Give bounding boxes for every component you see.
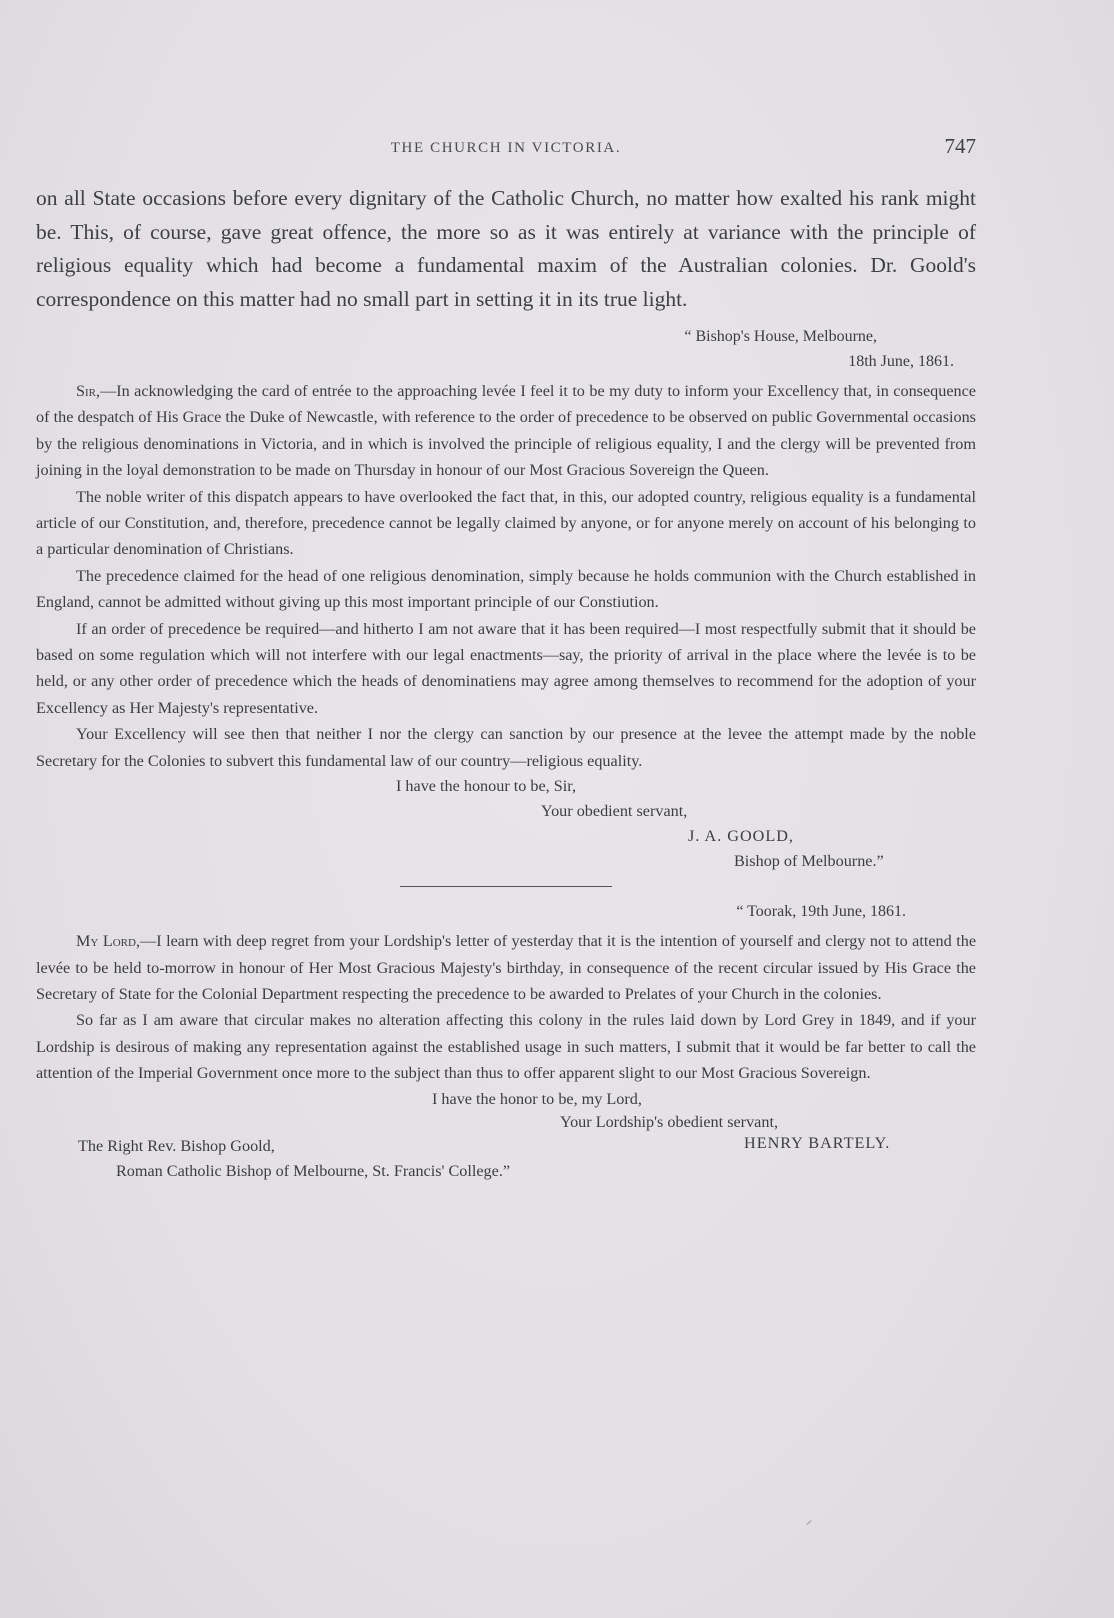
letter1-date: 18th June, 1861. xyxy=(848,353,954,370)
running-head: THE CHURCH IN VICTORIA. xyxy=(390,140,622,156)
letter2-signoff xyxy=(36,1087,976,1187)
letter1-signature: J. A. GOOLD, xyxy=(688,827,794,846)
letter1-paragraph: The precedence claimed for the head of one religious denomination, simply because he holds communion with the Church established in England, cannot be admitted without giving up this most important principle of our Constiution. xyxy=(36,566,976,612)
letter1-paragraph: The noble writer of this dispatch appears to have overlooked the fact that, in this, our adopted country, religious equality is a fundamental article of our Constitution, and, therefore, precedence cannot be legally claimed by anyone, or for anyone merely on account of his belonging to a particular denomination of Christians. xyxy=(36,487,976,559)
letter1-paragraph1-text: —In acknowledging the card of entrée to the approaching levée I feel it to be my duty to inform your Excellency that, in consequence of the despatch of His Grace the Duke of Newcastle, with reference to the order of precedence to be observed on public Governmental occasions by the religious denominations in Victoria, and in which is involved the principle of religious equality, I and the clergy will be prevented from joining in the loyal demonstration to be made on Thursday in honour of our Most Gracious Sovereign the Queen. xyxy=(36,382,976,480)
letter2-addressee1: The Right Rev. Bishop Goold, xyxy=(78,1136,275,1155)
page-content xyxy=(36,182,976,1187)
letter1-paragraph: Your Excellency will see then that neither I nor the clergy can sanction by our presence at the levee the attempt made by the noble Secretary for the Colonies to subvert this fundamental law of our country—religious equality. xyxy=(36,725,976,770)
letter2-paragraph1-text: —I learn with deep regret from your Lordship's letter of yesterday that it is the intention of yourself and clergy not to attend the levée to be held to-morrow in honour of Her Most Gracious Majesty's birthday, in consequence of the recent circular issued by His Grace the Secretary of State for the Colonial Department respecting the precedence to be awarded to Prelates of your Church in the colonies. xyxy=(36,932,976,1003)
letter1-title: Bishop of Melbourne.” xyxy=(734,852,884,871)
letter1-place: “ Bishop's House, Melbourne, xyxy=(684,328,877,345)
letter1-closing2: Your obedient servant, xyxy=(541,802,688,821)
letter2-closing1: I have the honor to be, my Lord, xyxy=(432,1089,642,1108)
letter2-paragraph: So far as I am aware that circular makes no alteration affecting this colony in the rules laid down by Lord Grey in 1849, and if your Lordship is desirous of making any representation against the established usage in such matters, I submit that it would be far better to call the attention of the Imperial Government once more to the subject than thus to offer apparent slight to our Most Gracious Sovereign. xyxy=(36,1011,976,1083)
letter2-addressee2: Roman Catholic Bishop of Melbourne, St. Francis' College.” xyxy=(116,1161,511,1180)
letter1-closing1: I have the honour to be, Sir, xyxy=(396,777,577,796)
letter1-salutation: Sir, xyxy=(76,382,101,400)
intro-paragraph: on all State occasions before every dignitary of the Catholic Church, no matter how exalted his rank might be. This, of course, gave great offence, the more so as it was entirely at variance with the principle of religious equality which had become a fundamental maxim of the Australian colonies. Dr. Goold's correspondence on this matter had no small part in setting it in its true light. xyxy=(36,186,976,311)
letter2-closing2: Your Lordship's obedient servant, xyxy=(560,1112,778,1131)
page-number: 747 xyxy=(944,134,976,158)
letter2-salutation: My Lord, xyxy=(76,932,140,951)
page-header xyxy=(36,134,976,164)
letter2-body xyxy=(36,928,976,1086)
letter2-dateline: “ Toorak, 19th June, 1861. xyxy=(736,903,906,921)
letter2-paragraph xyxy=(36,928,976,1007)
letter1-body xyxy=(36,378,976,774)
pencil-mark xyxy=(806,1520,811,1525)
letter1-paragraph xyxy=(36,378,976,484)
separator-rule xyxy=(400,886,612,887)
letter2-signature: HENRY BARTELY. xyxy=(744,1133,891,1152)
letter1-paragraph: If an order of precedence be required—and hitherto I am not aware that it has been required—I most respectfully submit that it should be based on some regulation which will not interfere with our legal enactments—say, the priority of arrival in the place where the levée is to be held, or any other order of precedence which the heads of denominatiens may agree among themselves to recommend for the adoption of your Excellency as Her Majesty's representative. xyxy=(36,619,976,717)
